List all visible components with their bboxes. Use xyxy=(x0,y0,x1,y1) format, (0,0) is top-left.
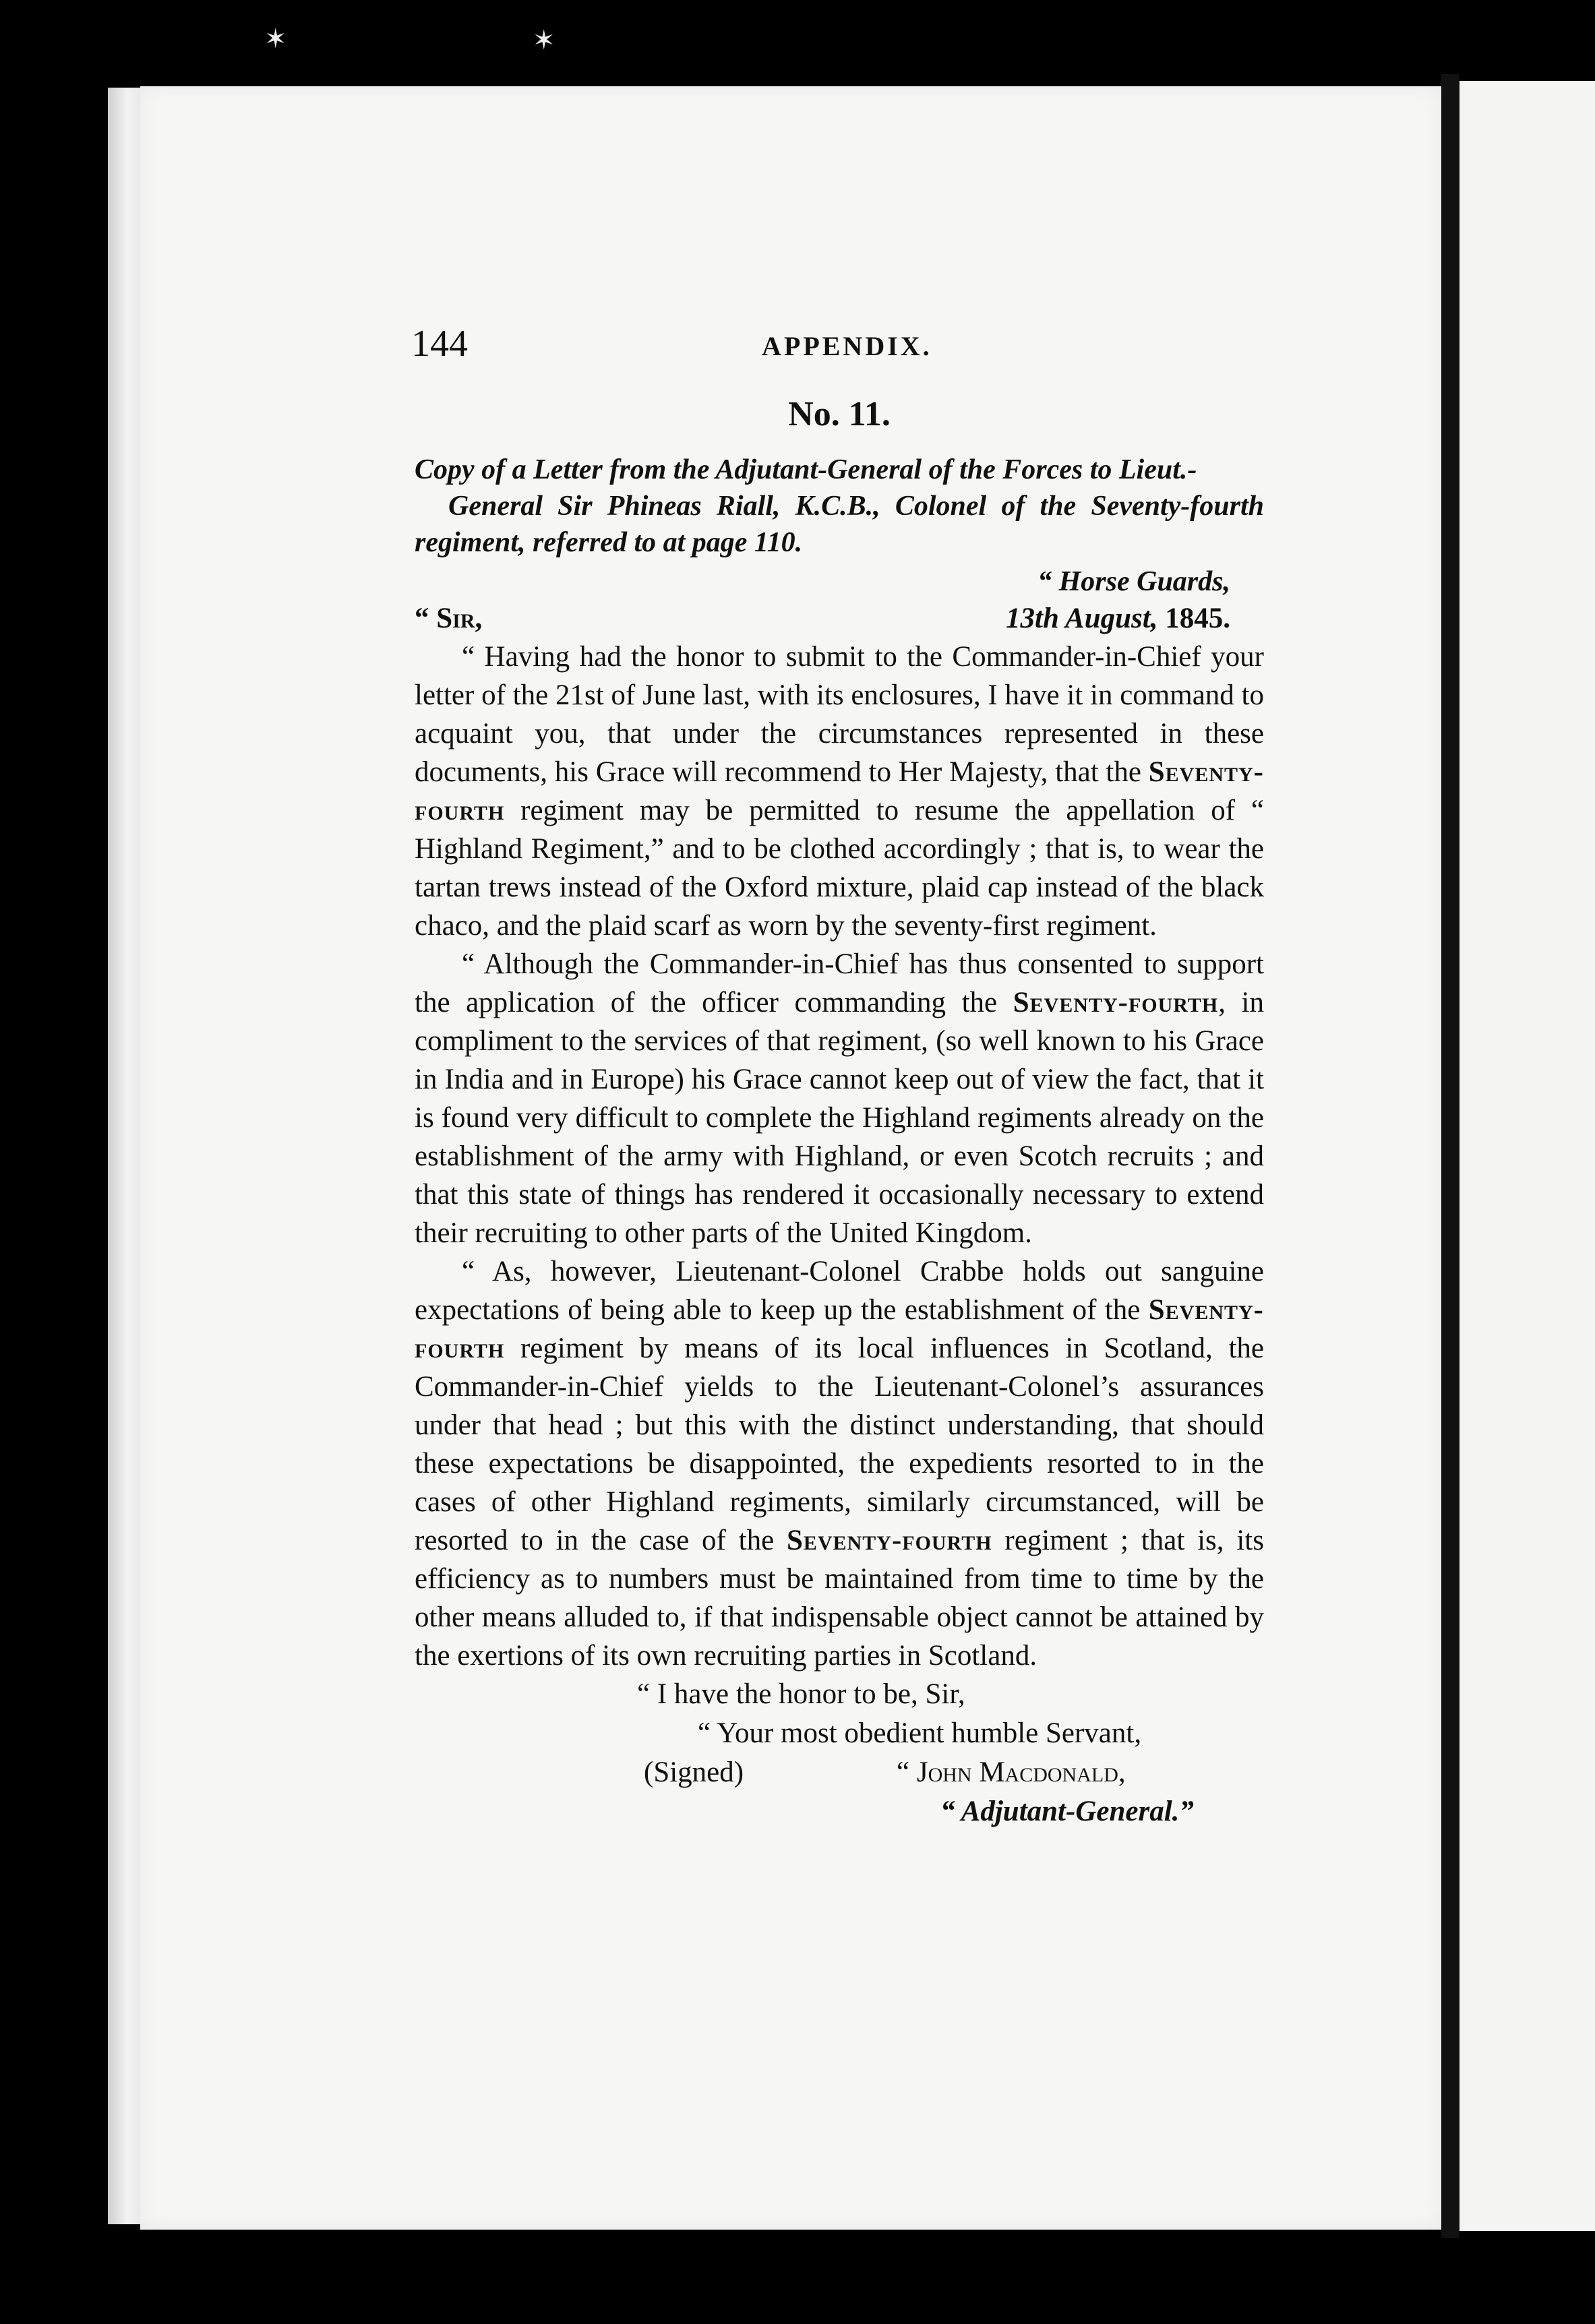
paragraph-text: “ Although the Commander-in-Chief has thus consented to support the application of the officer commanding the xyxy=(415,948,1264,1018)
signer-name: “ John Macdonald, xyxy=(897,1756,1126,1788)
letter-paragraph-1 xyxy=(415,638,1264,945)
paragraph-text: regiment may be permitted to resume the appellation of “ Highland Regiment,” and to be clothed accordingly ; that is, to wear the tartan trews instead of the Oxford mixture, plaid cap instead of the black chaco, and the plaid scarf as worn by the seventy-first regiment. xyxy=(415,795,1264,942)
paragraph-text: “ As, however, Lieutenant-Colonel Crabbe holds out sanguine expectations of being able to keep up the establishment of the xyxy=(415,1256,1264,1326)
letter-date-year: 1845. xyxy=(1165,603,1230,634)
regiment-name: Seventy-fourth xyxy=(787,1525,992,1556)
closing-line-2: “ Your most obedient humble Servant, xyxy=(698,1717,1142,1749)
facing-page-edge xyxy=(1459,81,1595,2231)
caption-continuation: General Sir Phineas Riall, K.C.B., Colonel of the Seventy-fourth regiment, referred to at page 110. xyxy=(415,491,1264,558)
closing-line-1: “ I have the honor to be, Sir, xyxy=(637,1678,965,1710)
appendix-document xyxy=(415,394,1264,1831)
regiment-name: Seventy-fourth xyxy=(415,756,1264,826)
page-left-edge xyxy=(108,88,140,2224)
page-header xyxy=(411,322,1267,369)
regiment-name: Seventy-fourth xyxy=(1013,987,1219,1018)
signed-label: (Signed) xyxy=(644,1756,744,1788)
salutation-row xyxy=(415,600,1264,638)
caption-first-line: Copy of a Letter from the Adjutant-General of the Forces to Lieut.- xyxy=(415,454,1197,485)
letter-salutation: “ Sir, xyxy=(415,603,483,634)
regiment-name: Seventy-fourth xyxy=(415,1294,1264,1364)
letter-closing xyxy=(415,1675,1264,1831)
paragraph-text: “ Having had the honor to submit to the Commander-in-Chief your letter of the 21st of June last, with its enclosures, I have it in command to acquaint you, that under the circumstances represented in these documents, his Grace will recommend to Her Majesty, that the xyxy=(415,641,1264,788)
signer-title: “ Adjutant-General.” xyxy=(940,1796,1194,1827)
paragraph-text: regiment ; that is, its efficiency as to numbers must be maintained from time to time by the other means alluded to, if that indispensable object cannot be attained by the exertions of its own recruiting parties in Scotland. xyxy=(415,1525,1264,1672)
letter-paragraph-2 xyxy=(415,945,1264,1252)
scan-speck: ✶ xyxy=(533,25,555,55)
paragraph-text: , in compliment to the services of that regiment, (so well known to his Grace in India and in Europe) his Grace cannot keep out of view the fact, that it is found very difficult to complete the Highland regiments already on the establishment of the army with Highland, or even Scotch recruits ; and that this state of things has rendered it occasionally necessary to extend their recruiting to other parts of the United Kingdom. xyxy=(415,987,1264,1249)
document-caption xyxy=(415,452,1264,561)
page-number: 144 xyxy=(411,323,468,365)
letter-place: “ Horse Guards, xyxy=(1037,566,1230,597)
letter-paragraph-3 xyxy=(415,1252,1264,1675)
signature-row xyxy=(415,1753,1264,1792)
running-head: APPENDIX. xyxy=(762,331,932,361)
document-number: No. 11. xyxy=(788,395,891,433)
paragraph-text: regiment by means of its local influences in Scotland, the Commander-in-Chief yields to the Lieutenant-Colonel’s assurances under that head ; but this with the distinct understanding, that should these expectations be disappointed, the expedients resorted to in the cases of other Highland regiments, similarly circumstanced, will be resorted to in the case of the xyxy=(415,1333,1264,1556)
letter-date xyxy=(1006,600,1264,638)
book-gutter xyxy=(1441,74,1459,2238)
letter-date-day: 13th August, xyxy=(1006,603,1158,634)
scan-speck: ✶ xyxy=(264,24,287,54)
